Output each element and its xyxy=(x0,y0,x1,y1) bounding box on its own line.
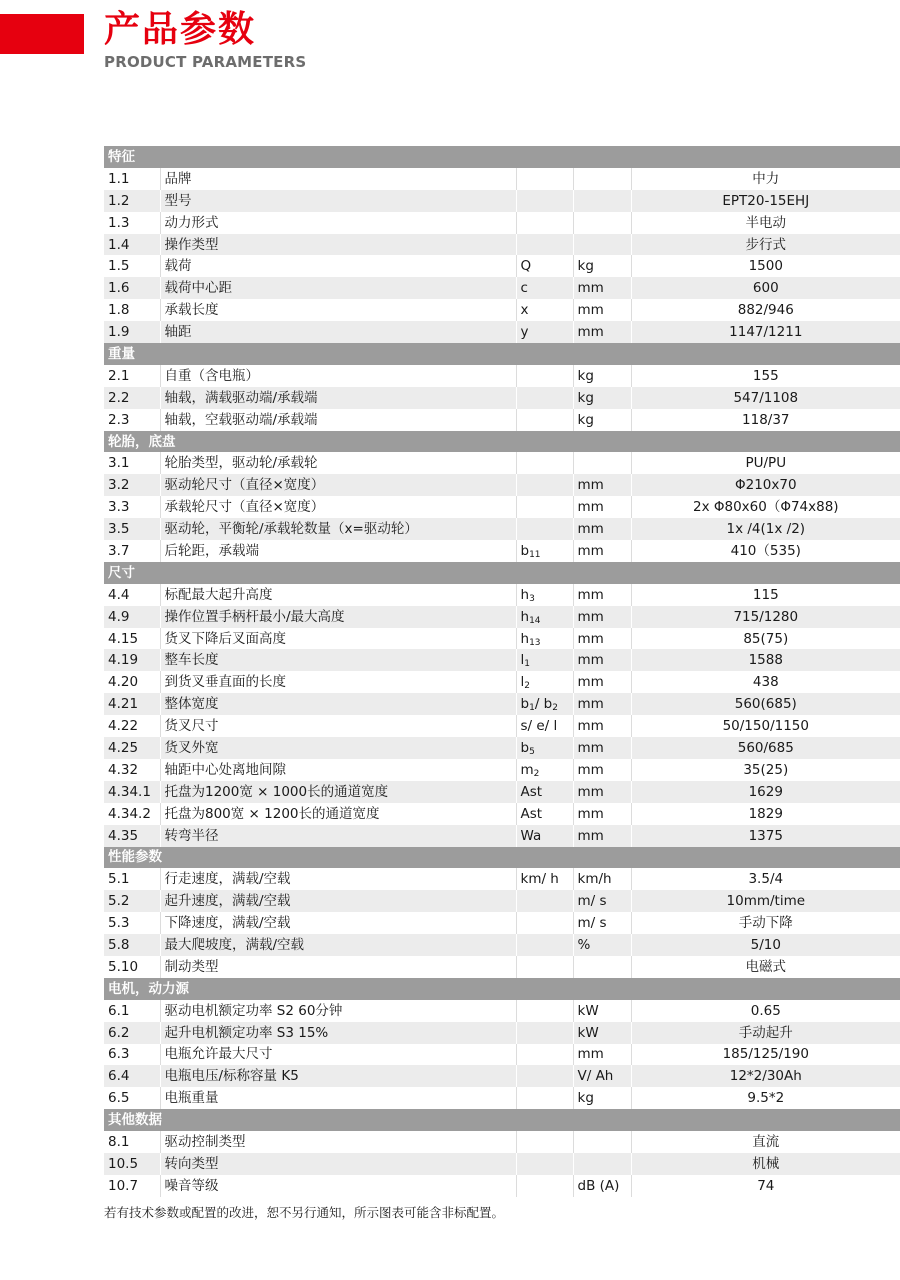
row-unit: km/h xyxy=(573,868,631,890)
row-value: 12*2/30Ah xyxy=(631,1065,900,1087)
table-row xyxy=(104,168,900,190)
symbol-text: h xyxy=(520,586,530,603)
row-symbol xyxy=(516,825,573,847)
row-unit xyxy=(573,190,631,212)
symbol-subscript: 2 xyxy=(524,681,530,692)
row-number: 1.9 xyxy=(104,321,160,343)
row-value: 直流 xyxy=(631,1131,900,1153)
row-name: 最大爬坡度，满载/空载 xyxy=(160,934,516,956)
table-row xyxy=(104,1131,900,1153)
symbol-subscript: 14 xyxy=(529,615,541,626)
symbol-text: / b xyxy=(534,696,553,713)
row-unit: V/ Ah xyxy=(573,1065,631,1087)
row-symbol xyxy=(516,606,573,628)
row-symbol xyxy=(516,737,573,759)
row-number: 6.3 xyxy=(104,1044,160,1066)
row-value: 155 xyxy=(631,365,900,387)
section-title: 轮胎，底盘 xyxy=(104,431,900,453)
row-number: 1.8 xyxy=(104,299,160,321)
row-number: 4.34.2 xyxy=(104,803,160,825)
row-value: 410（535) xyxy=(631,540,900,562)
table-row xyxy=(104,628,900,650)
row-unit: mm xyxy=(573,540,631,562)
row-value: 机械 xyxy=(631,1153,900,1175)
table-row xyxy=(104,387,900,409)
symbol-text: km/ h xyxy=(520,871,559,888)
symbol-subscript: 2 xyxy=(533,768,540,779)
row-symbol xyxy=(516,803,573,825)
row-value: 50/150/1150 xyxy=(631,715,900,737)
row-value: 3.5/4 xyxy=(631,868,900,890)
table-row xyxy=(104,825,900,847)
row-symbol xyxy=(516,584,573,606)
row-unit: kW xyxy=(573,1022,631,1044)
row-value: EPT20-15EHJ xyxy=(631,190,900,212)
row-name: 整车长度 xyxy=(160,649,516,671)
row-number: 4.22 xyxy=(104,715,160,737)
table-row xyxy=(104,715,900,737)
row-unit xyxy=(573,956,631,978)
row-symbol xyxy=(516,956,573,978)
row-unit: mm xyxy=(573,628,631,650)
symbol-subscript: 3 xyxy=(529,593,535,604)
row-name: 载荷 xyxy=(160,255,516,277)
page-title: 产品参数 xyxy=(104,9,257,50)
row-unit: m/ s xyxy=(573,912,631,934)
row-symbol xyxy=(516,759,573,781)
table-row xyxy=(104,299,900,321)
row-number: 8.1 xyxy=(104,1131,160,1153)
row-number: 4.15 xyxy=(104,628,160,650)
row-symbol xyxy=(516,715,573,737)
table-row xyxy=(104,409,900,431)
section-title: 特征 xyxy=(104,146,900,168)
row-symbol xyxy=(516,365,573,387)
row-number: 3.7 xyxy=(104,540,160,562)
section-header xyxy=(104,431,900,453)
row-unit: mm xyxy=(573,1044,631,1066)
row-unit: m/ s xyxy=(573,890,631,912)
row-value: 35(25) xyxy=(631,759,900,781)
table-row xyxy=(104,1022,900,1044)
row-name: 轴距 xyxy=(160,321,516,343)
row-unit: mm xyxy=(573,803,631,825)
row-symbol xyxy=(516,540,573,562)
row-name: 轴载，满载驱动端/承载端 xyxy=(160,387,516,409)
row-name: 整体宽度 xyxy=(160,693,516,715)
table-row xyxy=(104,671,900,693)
row-number: 6.2 xyxy=(104,1022,160,1044)
table-row xyxy=(104,781,900,803)
symbol-text: Q xyxy=(520,258,532,275)
row-number: 4.19 xyxy=(104,649,160,671)
row-name: 自重（含电瓶） xyxy=(160,365,516,387)
row-symbol xyxy=(516,693,573,715)
table-row xyxy=(104,606,900,628)
row-symbol xyxy=(516,212,573,234)
footnote: 若有技术参数或配置的改进，恕不另行通知，所示图表可能含非标配置。 xyxy=(104,1205,505,1220)
row-name: 起升速度，满载/空载 xyxy=(160,890,516,912)
row-name: 轴载，空载驱动端/承载端 xyxy=(160,409,516,431)
row-name: 货叉尺寸 xyxy=(160,715,516,737)
symbol-text: Wa xyxy=(520,827,542,844)
row-symbol xyxy=(516,1022,573,1044)
row-unit: kg xyxy=(573,1087,631,1109)
row-unit: mm xyxy=(573,825,631,847)
row-unit: mm xyxy=(573,759,631,781)
table-row xyxy=(104,649,900,671)
row-name: 电瓶允许最大尺寸 xyxy=(160,1044,516,1066)
row-unit: mm xyxy=(573,299,631,321)
row-symbol xyxy=(516,1000,573,1022)
table-row xyxy=(104,190,900,212)
table-row xyxy=(104,934,900,956)
table-row xyxy=(104,518,900,540)
row-symbol xyxy=(516,255,573,277)
section-header xyxy=(104,1109,900,1131)
table-row xyxy=(104,803,900,825)
row-number: 5.1 xyxy=(104,868,160,890)
row-symbol xyxy=(516,890,573,912)
table-row xyxy=(104,234,900,256)
symbol-subscript: 1 xyxy=(524,659,530,670)
row-value: 1500 xyxy=(631,255,900,277)
symbol-text: Ast xyxy=(520,805,543,822)
row-unit: mm xyxy=(573,671,631,693)
row-unit xyxy=(573,1153,631,1175)
row-value: 118/37 xyxy=(631,409,900,431)
row-number: 4.34.1 xyxy=(104,781,160,803)
row-value: 600 xyxy=(631,277,900,299)
table-row xyxy=(104,912,900,934)
row-name: 转向类型 xyxy=(160,1153,516,1175)
row-symbol xyxy=(516,1131,573,1153)
row-unit: mm xyxy=(573,715,631,737)
row-symbol xyxy=(516,277,573,299)
section-header xyxy=(104,847,900,869)
row-number: 4.35 xyxy=(104,825,160,847)
row-number: 6.1 xyxy=(104,1000,160,1022)
section-title: 重量 xyxy=(104,343,900,365)
symbol-text: x xyxy=(520,302,529,319)
symbol-text: b xyxy=(520,696,530,713)
row-number: 4.25 xyxy=(104,737,160,759)
row-value: 9.5*2 xyxy=(631,1087,900,1109)
row-name: 承载轮尺寸（直径×宽度） xyxy=(160,496,516,518)
row-value: 电磁式 xyxy=(631,956,900,978)
row-unit xyxy=(573,212,631,234)
row-number: 3.2 xyxy=(104,474,160,496)
row-name: 操作位置手柄杆最小/最大高度 xyxy=(160,606,516,628)
row-name: 操作类型 xyxy=(160,234,516,256)
row-name: 转弯半径 xyxy=(160,825,516,847)
row-number: 1.2 xyxy=(104,190,160,212)
table-row xyxy=(104,1175,900,1197)
row-number: 1.6 xyxy=(104,277,160,299)
spec-table xyxy=(104,146,900,1197)
row-value: 547/1108 xyxy=(631,387,900,409)
row-symbol xyxy=(516,474,573,496)
row-name: 行走速度，满载/空载 xyxy=(160,868,516,890)
section-header xyxy=(104,146,900,168)
row-unit: kg xyxy=(573,365,631,387)
row-number: 2.3 xyxy=(104,409,160,431)
table-row xyxy=(104,584,900,606)
row-unit: mm xyxy=(573,474,631,496)
section-title: 其他数据 xyxy=(104,1109,900,1131)
row-value: Φ210x70 xyxy=(631,474,900,496)
symbol-subscript: 5 xyxy=(529,746,535,757)
row-unit: kg xyxy=(573,255,631,277)
row-name: 轴距中心处离地间隙 xyxy=(160,759,516,781)
row-unit xyxy=(573,234,631,256)
row-symbol xyxy=(516,1065,573,1087)
row-value: 2x Φ80x60（Φ74x88) xyxy=(631,496,900,518)
row-number: 4.20 xyxy=(104,671,160,693)
row-value: PU/PU xyxy=(631,452,900,474)
row-symbol xyxy=(516,321,573,343)
symbol-text: m xyxy=(520,761,534,778)
row-value: 715/1280 xyxy=(631,606,900,628)
table-row xyxy=(104,452,900,474)
row-number: 3.5 xyxy=(104,518,160,540)
section-title: 性能参数 xyxy=(104,847,900,869)
row-unit: mm xyxy=(573,277,631,299)
row-name: 噪音等级 xyxy=(160,1175,516,1197)
row-name: 驱动电机额定功率 S2 60分钟 xyxy=(160,1000,516,1022)
row-value: 手动下降 xyxy=(631,912,900,934)
row-name: 制动类型 xyxy=(160,956,516,978)
table-row xyxy=(104,956,900,978)
row-value: 半电动 xyxy=(631,212,900,234)
row-value: 中力 xyxy=(631,168,900,190)
row-symbol xyxy=(516,1087,573,1109)
table-row xyxy=(104,365,900,387)
row-name: 电瓶重量 xyxy=(160,1087,516,1109)
section-title: 电机，动力源 xyxy=(104,978,900,1000)
row-value: 115 xyxy=(631,584,900,606)
table-row xyxy=(104,1087,900,1109)
row-unit: kg xyxy=(573,387,631,409)
section-header xyxy=(104,343,900,365)
row-symbol xyxy=(516,628,573,650)
symbol-subscript: 11 xyxy=(529,549,541,560)
row-number: 6.5 xyxy=(104,1087,160,1109)
row-number: 4.4 xyxy=(104,584,160,606)
row-value: 560/685 xyxy=(631,737,900,759)
row-name: 动力形式 xyxy=(160,212,516,234)
row-name: 标配最大起升高度 xyxy=(160,584,516,606)
row-unit: mm xyxy=(573,321,631,343)
table-row xyxy=(104,540,900,562)
row-symbol xyxy=(516,452,573,474)
row-value: 10mm/time xyxy=(631,890,900,912)
row-symbol xyxy=(516,387,573,409)
section-title: 尺寸 xyxy=(104,562,900,584)
table-row xyxy=(104,474,900,496)
row-value: 882/946 xyxy=(631,299,900,321)
row-symbol xyxy=(516,934,573,956)
symbol-subscript: 2 xyxy=(552,703,558,714)
row-unit xyxy=(573,452,631,474)
row-value: 1829 xyxy=(631,803,900,825)
row-value: 185/125/190 xyxy=(631,1044,900,1066)
row-unit: dB (A) xyxy=(573,1175,631,1197)
table-row xyxy=(104,759,900,781)
row-unit: kg xyxy=(573,409,631,431)
row-symbol xyxy=(516,649,573,671)
row-number: 1.3 xyxy=(104,212,160,234)
row-name: 型号 xyxy=(160,190,516,212)
symbol-subscript: 13 xyxy=(529,637,541,648)
row-value: 85(75) xyxy=(631,628,900,650)
row-value: 74 xyxy=(631,1175,900,1197)
symbol-text: h xyxy=(520,608,530,625)
row-value: 560(685) xyxy=(631,693,900,715)
table-row xyxy=(104,1000,900,1022)
row-number: 3.1 xyxy=(104,452,160,474)
row-symbol xyxy=(516,518,573,540)
table-row xyxy=(104,868,900,890)
row-symbol xyxy=(516,234,573,256)
symbol-text: s/ e/ l xyxy=(520,718,558,735)
row-symbol xyxy=(516,868,573,890)
row-number: 1.1 xyxy=(104,168,160,190)
row-value: 5/10 xyxy=(631,934,900,956)
row-value: 0.65 xyxy=(631,1000,900,1022)
row-unit: mm xyxy=(573,518,631,540)
table-row xyxy=(104,737,900,759)
row-value: 438 xyxy=(631,671,900,693)
row-name: 起升电机额定功率 S3 15% xyxy=(160,1022,516,1044)
row-symbol xyxy=(516,190,573,212)
row-number: 2.1 xyxy=(104,365,160,387)
row-number: 5.10 xyxy=(104,956,160,978)
row-name: 承载长度 xyxy=(160,299,516,321)
table-row xyxy=(104,212,900,234)
row-name: 驱动轮，平衡轮/承载轮数量（x=驱动轮） xyxy=(160,518,516,540)
row-name: 驱动轮尺寸（直径×宽度） xyxy=(160,474,516,496)
page-subtitle: PRODUCT PARAMETERS xyxy=(104,53,307,71)
row-value: 1x /4(1x /2) xyxy=(631,518,900,540)
row-name: 下降速度，满载/空载 xyxy=(160,912,516,934)
row-symbol xyxy=(516,1175,573,1197)
row-symbol xyxy=(516,1044,573,1066)
table-row xyxy=(104,1153,900,1175)
row-name: 电瓶电压/标称容量 K5 xyxy=(160,1065,516,1087)
row-value: 1588 xyxy=(631,649,900,671)
symbol-text: h xyxy=(520,630,530,647)
symbol-text: l xyxy=(520,674,525,691)
row-number: 1.4 xyxy=(104,234,160,256)
row-unit: mm xyxy=(573,781,631,803)
row-number: 10.7 xyxy=(104,1175,160,1197)
row-unit: mm xyxy=(573,606,631,628)
row-name: 货叉下降后叉面高度 xyxy=(160,628,516,650)
row-number: 5.8 xyxy=(104,934,160,956)
row-name: 货叉外宽 xyxy=(160,737,516,759)
row-value: 1629 xyxy=(631,781,900,803)
row-symbol xyxy=(516,1153,573,1175)
table-row xyxy=(104,496,900,518)
row-name: 轮胎类型，驱动轮/承载轮 xyxy=(160,452,516,474)
row-number: 4.32 xyxy=(104,759,160,781)
row-unit: mm xyxy=(573,737,631,759)
row-number: 5.3 xyxy=(104,912,160,934)
row-unit: mm xyxy=(573,649,631,671)
row-number: 3.3 xyxy=(104,496,160,518)
row-unit: kW xyxy=(573,1000,631,1022)
row-value: 1147/1211 xyxy=(631,321,900,343)
row-name: 载荷中心距 xyxy=(160,277,516,299)
table-row xyxy=(104,1065,900,1087)
row-name: 托盘为1200宽 × 1000长的通道宽度 xyxy=(160,781,516,803)
row-name: 品牌 xyxy=(160,168,516,190)
row-value: 步行式 xyxy=(631,234,900,256)
row-symbol xyxy=(516,912,573,934)
header-red-block xyxy=(0,14,84,54)
row-number: 2.2 xyxy=(104,387,160,409)
table-row xyxy=(104,255,900,277)
row-name: 托盘为800宽 × 1200长的通道宽度 xyxy=(160,803,516,825)
row-name: 驱动控制类型 xyxy=(160,1131,516,1153)
row-number: 1.5 xyxy=(104,255,160,277)
section-header xyxy=(104,978,900,1000)
symbol-text: b xyxy=(520,542,530,559)
table-row xyxy=(104,321,900,343)
row-name: 到货叉垂直面的长度 xyxy=(160,671,516,693)
row-unit xyxy=(573,168,631,190)
row-unit: % xyxy=(573,934,631,956)
symbol-text: b xyxy=(520,739,530,756)
symbol-text: y xyxy=(520,324,529,341)
symbol-subscript: 1 xyxy=(529,703,535,714)
row-unit xyxy=(573,1131,631,1153)
row-number: 10.5 xyxy=(104,1153,160,1175)
symbol-text: c xyxy=(520,280,528,297)
row-number: 4.9 xyxy=(104,606,160,628)
row-unit: mm xyxy=(573,693,631,715)
section-header xyxy=(104,562,900,584)
table-row xyxy=(104,890,900,912)
row-unit: mm xyxy=(573,584,631,606)
row-number: 5.2 xyxy=(104,890,160,912)
symbol-text: l xyxy=(520,652,525,669)
row-symbol xyxy=(516,168,573,190)
row-value: 1375 xyxy=(631,825,900,847)
row-symbol xyxy=(516,299,573,321)
row-unit: mm xyxy=(573,496,631,518)
symbol-text: Ast xyxy=(520,783,543,800)
table-row xyxy=(104,277,900,299)
row-symbol xyxy=(516,671,573,693)
row-value: 手动起升 xyxy=(631,1022,900,1044)
table-row xyxy=(104,693,900,715)
row-number: 6.4 xyxy=(104,1065,160,1087)
row-number: 4.21 xyxy=(104,693,160,715)
row-symbol xyxy=(516,409,573,431)
row-symbol xyxy=(516,496,573,518)
table-row xyxy=(104,1044,900,1066)
row-name: 后轮距，承载端 xyxy=(160,540,516,562)
row-symbol xyxy=(516,781,573,803)
